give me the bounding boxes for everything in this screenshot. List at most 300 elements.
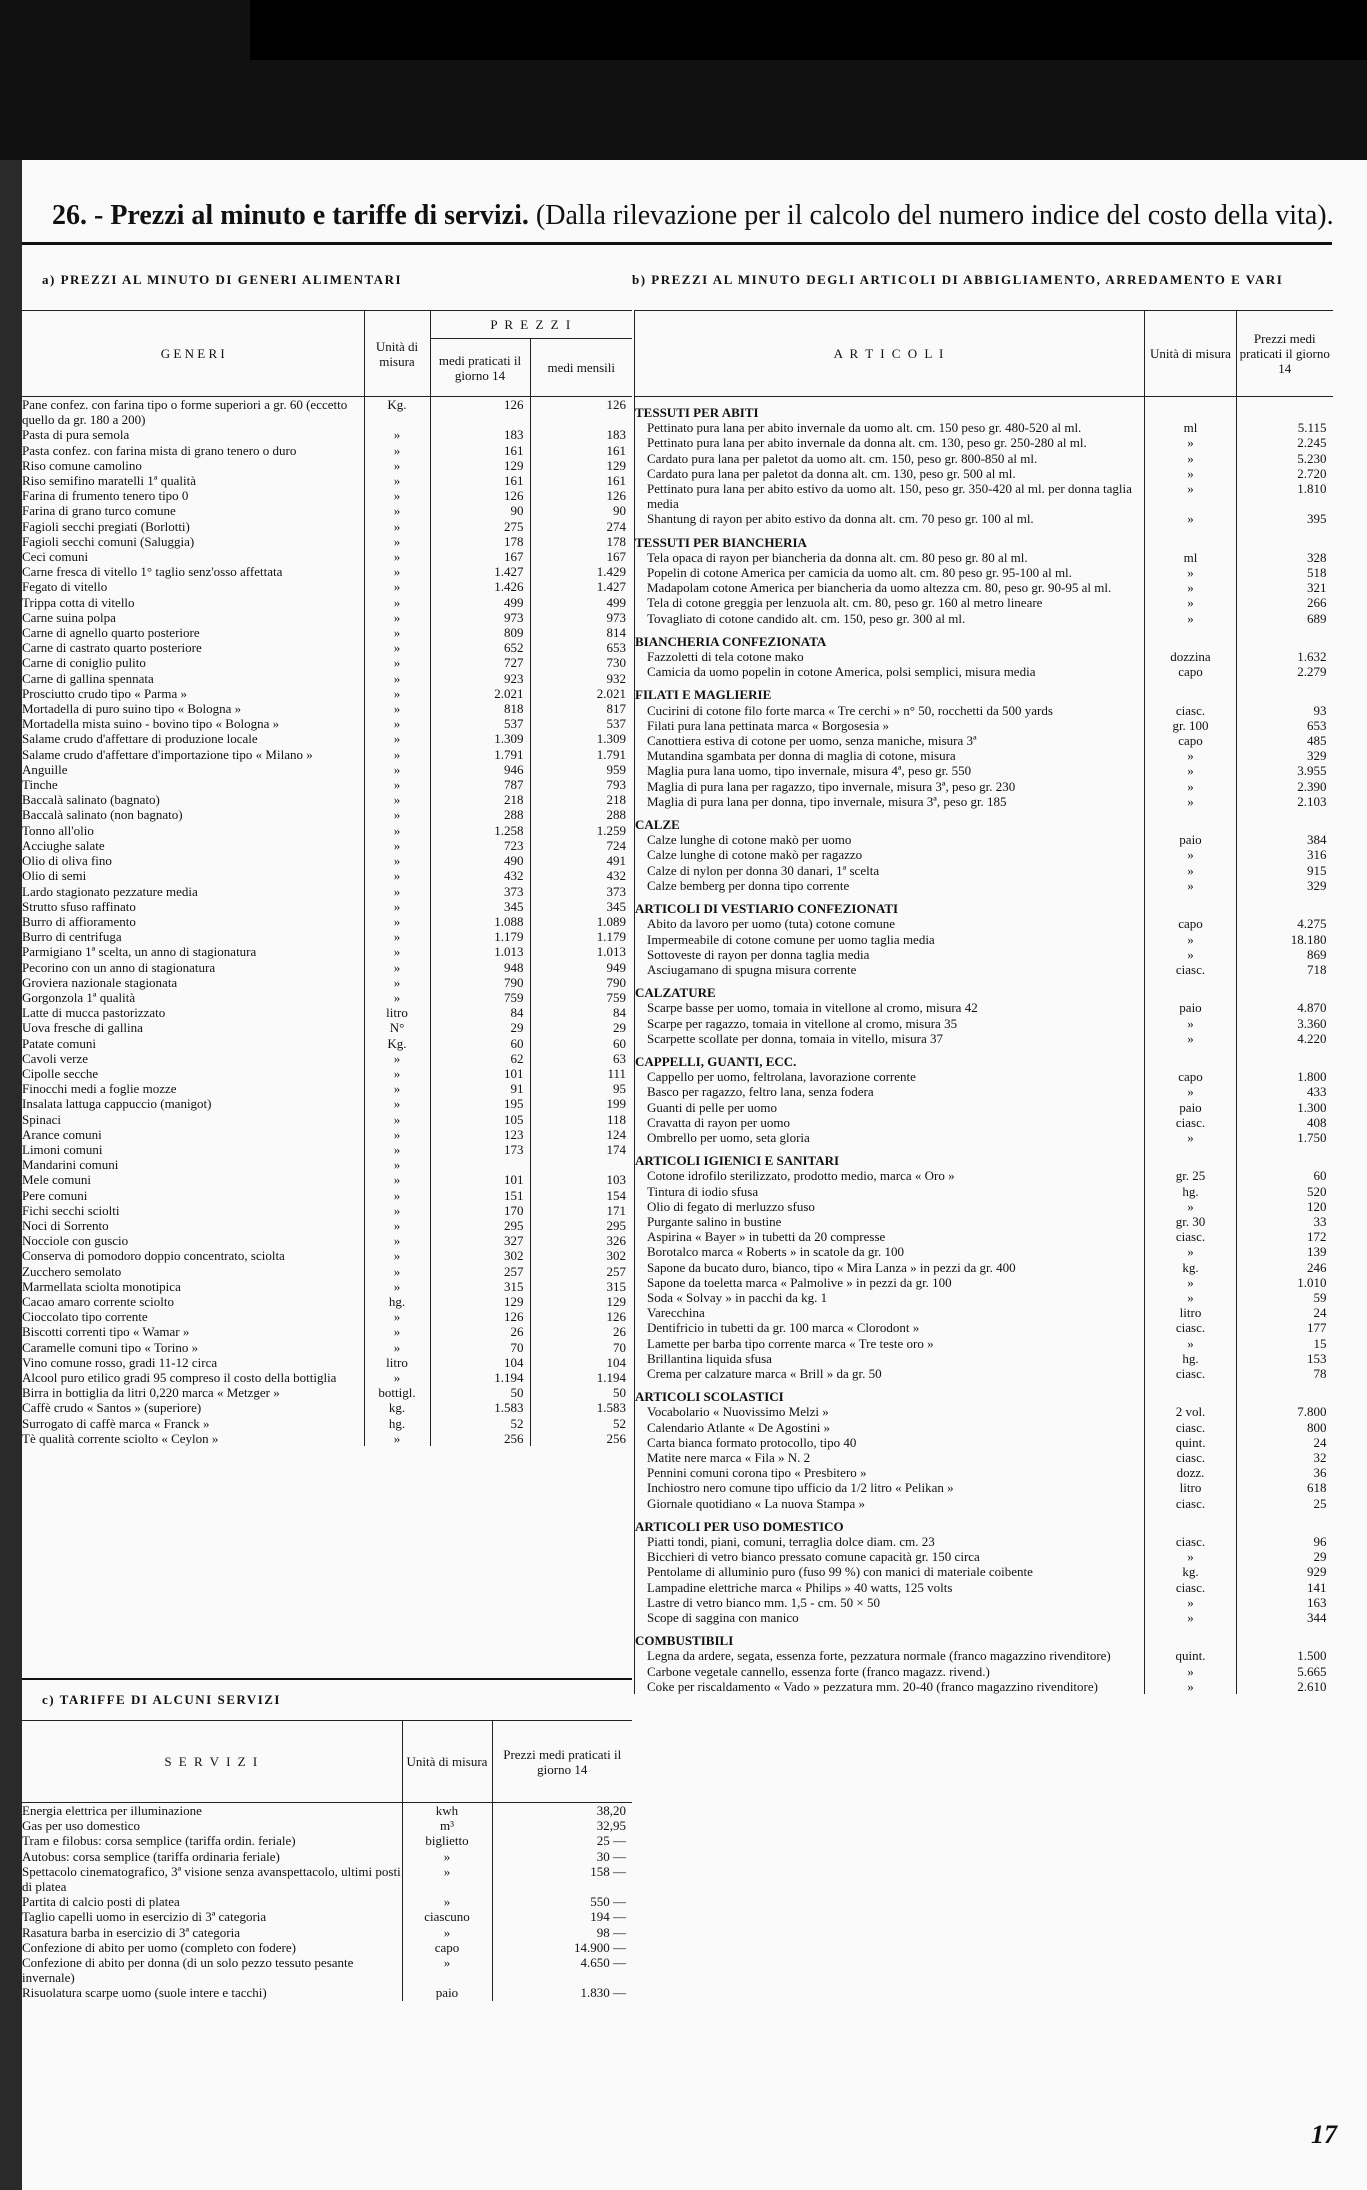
article-name: Tovagliato di cotone candido alt. cm. 150, peso gr. 300 al ml. — [635, 611, 1145, 626]
empty-cell — [1145, 1145, 1237, 1168]
article-unit: hg. — [1145, 1351, 1237, 1366]
food-item-price-monthly: 1.309 — [530, 731, 632, 746]
food-item-price-day14: 183 — [430, 427, 530, 442]
food-item-price-day14: 101 — [430, 1172, 530, 1187]
article-name: Calze bemberg per donna tipo corrente — [635, 878, 1145, 893]
food-item-price-monthly: 1.429 — [530, 564, 632, 579]
category-row — [635, 893, 1333, 916]
food-item-name: Latte di mucca pastorizzato — [22, 1005, 166, 1021]
table-row — [635, 1184, 1333, 1199]
food-item-price-monthly: 432 — [530, 868, 632, 883]
food-item-price-monthly: 126 — [530, 1309, 632, 1324]
service-name: Confezione di abito per uomo (completo con fodere) — [22, 1939, 296, 1955]
food-item-price-monthly: 973 — [530, 610, 632, 625]
article-name: Pentolame di alluminio puro (fuso 99 %) con manici di materiale coibente — [635, 1564, 1145, 1579]
service-price: 14.900 — — [492, 1940, 632, 1955]
article-name: Borotalco marca « Roberts » in scatole da gr. 100 — [635, 1244, 1145, 1259]
article-price: 5.665 — [1237, 1664, 1333, 1679]
service-name: Partita di calcio posti di platea — [22, 1894, 180, 1910]
food-item-price-day14: 170 — [430, 1203, 530, 1218]
food-item-price-day14: 60 — [430, 1036, 530, 1051]
food-item-unit: » — [364, 960, 430, 975]
food-item-name: Limoni comuni — [22, 1141, 103, 1157]
table-row — [22, 1955, 632, 1985]
table-row — [635, 1664, 1333, 1679]
article-unit: » — [1145, 435, 1237, 450]
table-row — [22, 671, 632, 686]
food-item-name: Prosciutto crudo tipo « Parma » — [22, 685, 188, 701]
table-row — [22, 762, 632, 777]
article-price: 33 — [1237, 1214, 1333, 1229]
article-price: 915 — [1237, 863, 1333, 878]
food-item-unit: » — [364, 1188, 430, 1203]
table-row — [22, 1172, 632, 1187]
col-servizi: S E R V I Z I — [22, 1721, 402, 1803]
table-row — [635, 1496, 1333, 1511]
table-row — [635, 763, 1333, 778]
table-row — [22, 1036, 632, 1051]
article-price: 408 — [1237, 1115, 1333, 1130]
article-name: Shantung di rayon per abito estivo da donna alt. cm. 70 peso gr. 100 al ml. — [635, 511, 1145, 526]
food-item-unit: » — [364, 655, 430, 670]
food-item-unit: » — [364, 899, 430, 914]
food-item-price-day14: 652 — [430, 640, 530, 655]
food-item-unit: » — [364, 519, 430, 534]
article-name: Cappello per uomo, feltrolana, lavorazione corrente — [635, 1069, 1145, 1084]
food-item-price-day14: 327 — [430, 1233, 530, 1248]
food-item-price-monthly: 2.021 — [530, 686, 632, 701]
food-item-name: Marmellata sciolta monotipica — [22, 1278, 181, 1294]
food-item-price-day14: 818 — [430, 701, 530, 716]
food-item-price-monthly: 218 — [530, 792, 632, 807]
food-item-name: Acciughe salate — [22, 837, 105, 853]
table-row — [22, 1081, 632, 1096]
article-name: Popelin di cotone America per camicia da uomo alt. cm. 80 peso gr. 95-100 al ml. — [635, 565, 1145, 580]
col-prezzi: P R E Z Z I — [430, 311, 632, 339]
food-item-unit: » — [364, 1203, 430, 1218]
table-row — [22, 534, 632, 549]
empty-cell — [1145, 1381, 1237, 1404]
article-price: 32 — [1237, 1450, 1333, 1465]
article-name: Cravatta di rayon per uomo — [635, 1115, 1145, 1130]
food-item-unit: » — [364, 823, 430, 838]
article-price: 2.103 — [1237, 794, 1333, 809]
food-item-unit: » — [364, 443, 430, 458]
table-row — [22, 960, 632, 975]
article-unit: 2 vol. — [1145, 1404, 1237, 1419]
article-unit: » — [1145, 763, 1237, 778]
food-item-name: Tinche — [22, 777, 58, 793]
food-item-price-day14: 50 — [430, 1385, 530, 1400]
food-item-price-monthly: 118 — [530, 1112, 632, 1127]
service-price: 25 — — [492, 1833, 632, 1848]
food-item-name: Trippa cotta di vitello — [22, 594, 135, 610]
article-unit: gr. 100 — [1145, 718, 1237, 733]
article-name: Varecchina — [635, 1305, 1145, 1320]
empty-cell — [1145, 893, 1237, 916]
article-unit: » — [1145, 1199, 1237, 1214]
food-item-price-monthly: 326 — [530, 1233, 632, 1248]
service-unit: biglietto — [402, 1833, 492, 1848]
article-price: 177 — [1237, 1320, 1333, 1335]
article-price: 2.390 — [1237, 779, 1333, 794]
food-item-price-day14: 1.427 — [430, 564, 530, 579]
food-item-name: Arance comuni — [22, 1126, 102, 1142]
article-name: Bicchieri di vetro bianco pressato comune capacità gr. 150 circa — [635, 1549, 1145, 1564]
table-row — [635, 611, 1333, 626]
food-item-name: Cipolle secche — [22, 1065, 99, 1081]
category-heading: CALZATURE — [635, 977, 1145, 1000]
empty-cell — [1237, 1381, 1333, 1404]
article-unit: ciasc. — [1145, 1420, 1237, 1435]
food-item-price-day14: 101 — [430, 1066, 530, 1081]
food-item-name: Salame crudo d'affettare di produzione locale — [22, 731, 258, 747]
article-unit: » — [1145, 847, 1237, 862]
article-name: Sapone da toeletta marca « Palmolive » in pezzi da gr. 100 — [635, 1275, 1145, 1290]
food-item-price-monthly: 171 — [530, 1203, 632, 1218]
table-row — [22, 1849, 632, 1864]
category-heading: ARTICOLI IGIENICI E SANITARI — [635, 1145, 1145, 1168]
food-item-unit: bottigl. — [364, 1385, 430, 1400]
article-price: 246 — [1237, 1260, 1333, 1275]
food-item-price-monthly: 50 — [530, 1385, 632, 1400]
service-name: Rasatura barba in esercizio di 3ª categoria — [22, 1924, 240, 1940]
food-item-name: Strutto sfuso raffinato — [22, 898, 136, 914]
article-unit: ciasc. — [1145, 1366, 1237, 1381]
article-name: Guanti di pelle per uomo — [635, 1100, 1145, 1115]
table-row — [635, 1016, 1333, 1031]
food-item-name: Gorgonzola 1ª qualità — [22, 989, 136, 1005]
food-item-unit: » — [364, 1157, 430, 1172]
service-price: 194 — — [492, 1909, 632, 1924]
category-heading: ARTICOLI DI VESTIARIO CONFEZIONATI — [635, 893, 1145, 916]
food-item-name: Mortadella di puro suino tipo « Bologna » — [22, 701, 242, 717]
table-row — [635, 565, 1333, 580]
article-unit: gr. 25 — [1145, 1168, 1237, 1183]
food-item-price-monthly: 1.791 — [530, 747, 632, 762]
food-item-name: Fagioli secchi comuni (Saluggia) — [22, 533, 195, 549]
table-row — [635, 1679, 1333, 1694]
food-item-unit: » — [364, 1051, 430, 1066]
article-unit: » — [1145, 1595, 1237, 1610]
left-dark-edge — [0, 160, 22, 2190]
food-item-name: Carne di castrato quarto posteriore — [22, 640, 202, 656]
food-item-unit: » — [364, 503, 430, 518]
food-item-price-monthly: 653 — [530, 640, 632, 655]
article-price: 3.955 — [1237, 763, 1333, 778]
food-item-name: Cavoli verze — [22, 1050, 89, 1066]
article-price: 4.220 — [1237, 1031, 1333, 1046]
food-item-price-monthly: 256 — [530, 1431, 632, 1446]
food-item-name: Mele comuni — [22, 1172, 91, 1188]
food-item-price-day14: 1.013 — [430, 944, 530, 959]
table-row — [635, 832, 1333, 847]
food-item-name: Fegato di vitello — [22, 579, 108, 595]
article-name: Carbone vegetale cannello, essenza forte (franco magazz. rivend.) — [635, 1664, 1145, 1679]
article-price: 618 — [1237, 1480, 1333, 1495]
article-price: 653 — [1237, 718, 1333, 733]
article-unit: » — [1145, 481, 1237, 511]
article-price: 316 — [1237, 847, 1333, 862]
table-row — [22, 853, 632, 868]
food-item-unit: Kg. — [364, 397, 430, 428]
table-row — [635, 1214, 1333, 1229]
article-unit: » — [1145, 748, 1237, 763]
food-item-name: Vino comune rosso, gradi 11-12 circa — [22, 1354, 218, 1370]
food-item-price-monthly: 295 — [530, 1218, 632, 1233]
article-price: 2.245 — [1237, 435, 1333, 450]
table-row — [22, 686, 632, 701]
table-row — [635, 420, 1333, 435]
food-item-unit: » — [364, 1081, 430, 1096]
article-name: Giornale quotidiano « La nuova Stampa » — [635, 1496, 1145, 1511]
article-price: 3.360 — [1237, 1016, 1333, 1031]
service-name: Spettacolo cinematografico, 3ª visione senza avanspettacolo, ultimi posti di platea — [22, 1863, 401, 1895]
article-name: Crema per calzature marca « Brill » da gr. 50 — [635, 1366, 1145, 1381]
service-price: 550 — — [492, 1894, 632, 1909]
food-item-price-monthly: 26 — [530, 1324, 632, 1339]
food-item-unit: » — [364, 838, 430, 853]
food-item-name: Zucchero semolato — [22, 1263, 122, 1279]
food-item-price-monthly: 814 — [530, 625, 632, 640]
food-item-price-day14: 173 — [430, 1142, 530, 1157]
col-prezzi-b: Prezzi medi praticati il giorno 14 — [1237, 311, 1333, 397]
article-unit: ciasc. — [1145, 1229, 1237, 1244]
article-unit: quint. — [1145, 1648, 1237, 1663]
table-row — [635, 451, 1333, 466]
table-row — [22, 1803, 632, 1819]
food-item-price-day14: 923 — [430, 671, 530, 686]
service-name: Confezione di abito per donna (di un solo pezzo tessuto pesante invernale) — [22, 1955, 354, 1986]
empty-cell — [1237, 1145, 1333, 1168]
article-price: 384 — [1237, 832, 1333, 847]
food-item-name: Caffè crudo « Santos » (superiore) — [22, 1400, 202, 1416]
table-row — [635, 649, 1333, 664]
article-price: 78 — [1237, 1366, 1333, 1381]
empty-cell — [1145, 527, 1237, 550]
food-item-name: Nocciole con guscio — [22, 1233, 129, 1249]
article-price: 1.500 — [1237, 1648, 1333, 1663]
article-unit: paio — [1145, 832, 1237, 847]
table-row — [635, 703, 1333, 718]
table-row — [22, 701, 632, 716]
table-row — [635, 932, 1333, 947]
service-unit: » — [402, 1864, 492, 1894]
food-item-unit: » — [364, 701, 430, 716]
food-item-price-day14: 432 — [430, 868, 530, 883]
food-item-price-monthly: 126 — [530, 397, 632, 428]
food-item-name: Surrogato di caffè marca « Franck » — [22, 1415, 210, 1431]
article-name: Mutandina sgambata per donna di maglia di cotone, misura — [635, 748, 1145, 763]
article-price: 1.300 — [1237, 1100, 1333, 1115]
table-row — [22, 1233, 632, 1248]
article-unit: » — [1145, 1336, 1237, 1351]
table-row — [22, 1005, 632, 1020]
table-row — [635, 794, 1333, 809]
food-item-name: Carne suina polpa — [22, 609, 116, 625]
article-price: 25 — [1237, 1496, 1333, 1511]
article-name: Tintura di iodio sfusa — [635, 1184, 1145, 1199]
section-c-rule — [22, 1678, 632, 1680]
food-item-unit: » — [364, 686, 430, 701]
food-item-price-day14: 302 — [430, 1248, 530, 1263]
food-item-price-day14: 490 — [430, 853, 530, 868]
empty-cell — [1237, 809, 1333, 832]
food-item-unit: litro — [364, 1355, 430, 1370]
table-row — [635, 1115, 1333, 1130]
food-item-price-monthly: 537 — [530, 716, 632, 731]
article-name: Pennini comuni corona tipo « Presbitero » — [635, 1465, 1145, 1480]
food-item-unit: » — [364, 868, 430, 883]
article-price: 869 — [1237, 947, 1333, 962]
table-row — [22, 1370, 632, 1385]
empty-cell — [1145, 1511, 1237, 1534]
category-row — [635, 1145, 1333, 1168]
table-row — [22, 1188, 632, 1203]
article-price: 344 — [1237, 1610, 1333, 1625]
table-row — [635, 916, 1333, 931]
article-price: 4.870 — [1237, 1000, 1333, 1015]
service-price: 38,20 — [492, 1803, 632, 1819]
article-name: Cucirini di cotone filo forte marca « Tre cerchi » n° 50, rocchetti da 500 yards — [635, 703, 1145, 718]
table-row — [22, 1157, 632, 1172]
table-row — [635, 1260, 1333, 1275]
food-item-name: Birra in bottiglia da litri 0,220 marca « Metzger » — [22, 1385, 280, 1401]
food-item-unit: » — [364, 777, 430, 792]
service-name: Autobus: corsa semplice (tariffa ordinaria feriale) — [22, 1848, 280, 1864]
article-unit: » — [1145, 1549, 1237, 1564]
empty-cell — [1237, 527, 1333, 550]
category-row — [635, 809, 1333, 832]
food-item-price-day14: 288 — [430, 807, 530, 822]
food-item-name: Olio di semi — [22, 868, 87, 884]
article-name: Calze di nylon per donna 30 danari, 1ª scelta — [635, 863, 1145, 878]
category-row — [635, 1046, 1333, 1069]
food-item-unit: » — [364, 990, 430, 1005]
food-item-price-day14: 1.791 — [430, 747, 530, 762]
table-row — [635, 1450, 1333, 1465]
food-item-price-day14: 84 — [430, 1005, 530, 1020]
table-row — [635, 1084, 1333, 1099]
article-name: Legna da ardere, segata, essenza forte, pezzatura normale (franco magazzino rivenditore) — [635, 1648, 1145, 1663]
food-item-name: Alcool puro etilico gradi 95 compreso il costo della bottiglia — [22, 1370, 337, 1385]
service-price: 32,95 — [492, 1818, 632, 1833]
table-row — [635, 1351, 1333, 1366]
food-item-unit: » — [364, 1309, 430, 1324]
article-name: Impermeabile di cotone comune per uomo taglia media — [635, 932, 1145, 947]
service-unit: » — [402, 1894, 492, 1909]
table-row — [22, 1416, 632, 1431]
article-price: 141 — [1237, 1580, 1333, 1595]
article-name: Coke per riscaldamento « Vado » pezzatura mm. 20-40 (franco magazzino rivenditore) — [635, 1679, 1145, 1694]
table-row — [22, 990, 632, 1005]
table-row — [635, 962, 1333, 977]
article-price: 2.720 — [1237, 466, 1333, 481]
food-item-unit: Kg. — [364, 1036, 430, 1051]
food-item-price-day14: 126 — [430, 488, 530, 503]
article-name: Calze lunghe di cotone makò per ragazzo — [635, 847, 1145, 862]
food-item-name: Mandarini comuni — [22, 1157, 119, 1173]
food-item-name: Carne di agnello quarto posteriore — [22, 625, 200, 641]
table-row — [635, 595, 1333, 610]
food-item-unit: » — [364, 1142, 430, 1157]
table-row — [635, 863, 1333, 878]
food-prices-table — [22, 310, 632, 1446]
food-item-price-monthly: 759 — [530, 990, 632, 1005]
service-unit: » — [402, 1849, 492, 1864]
article-name: Dentifricio in tubetti da gr. 100 marca « Clorodont » — [635, 1320, 1145, 1335]
category-heading: TESSUTI PER BIANCHERIA — [635, 527, 1145, 550]
food-item-unit: » — [364, 458, 430, 473]
food-item-price-day14: 123 — [430, 1127, 530, 1142]
food-item-unit: » — [364, 1233, 430, 1248]
table-row — [635, 1435, 1333, 1450]
empty-cell — [1237, 893, 1333, 916]
food-item-price-monthly: 95 — [530, 1081, 632, 1096]
table-row — [22, 564, 632, 579]
service-name: Gas per uso domestico — [22, 1818, 141, 1834]
article-price: 485 — [1237, 733, 1333, 748]
food-item-name: Tè qualità corrente sciolto « Ceylon » — [22, 1430, 219, 1446]
table-row — [22, 655, 632, 670]
article-name: Brillantina liquida sfusa — [635, 1351, 1145, 1366]
category-row — [635, 1511, 1333, 1534]
food-item-name: Anguille — [22, 761, 68, 777]
food-item-name: Uova fresche di gallina — [22, 1020, 143, 1036]
article-unit: litro — [1145, 1305, 1237, 1320]
category-row — [635, 1381, 1333, 1404]
empty-cell — [1237, 977, 1333, 1000]
article-price: 689 — [1237, 611, 1333, 626]
food-item-unit: » — [364, 792, 430, 807]
table-row — [635, 511, 1333, 526]
article-name: Scarpe per ragazzo, tomaia in vitellone al cromo, misura 35 — [635, 1016, 1145, 1031]
food-item-price-day14: 161 — [430, 473, 530, 488]
table-row — [22, 1818, 632, 1833]
category-heading: ARTICOLI PER USO DOMESTICO — [635, 1511, 1145, 1534]
food-item-price-monthly: 161 — [530, 443, 632, 458]
article-unit: ml — [1145, 550, 1237, 565]
article-unit: » — [1145, 878, 1237, 893]
food-item-name: Baccalà salinato (non bagnato) — [22, 807, 183, 823]
table-row — [635, 1290, 1333, 1305]
food-item-unit: » — [364, 610, 430, 625]
food-item-price-monthly: 793 — [530, 777, 632, 792]
table-row — [22, 777, 632, 792]
table-row — [22, 397, 632, 428]
article-name: Calze lunghe di cotone makò per uomo — [635, 832, 1145, 847]
table-row — [635, 1534, 1333, 1549]
food-item-name: Mortadella mista suino - bovino tipo « Bologna » — [22, 716, 280, 732]
food-item-price-monthly: 29 — [530, 1020, 632, 1035]
food-item-price-monthly: 932 — [530, 671, 632, 686]
food-item-unit: » — [364, 1218, 430, 1233]
food-item-price-day14: 256 — [430, 1431, 530, 1446]
table-row — [635, 466, 1333, 481]
empty-cell — [1145, 626, 1237, 649]
food-item-name: Conserva di pomodoro doppio concentrato, sciolta — [22, 1248, 285, 1264]
article-name: Maglia di pura lana per donna, tipo invernale, misura 3ª, peso gr. 185 — [635, 794, 1145, 809]
food-item-price-monthly: 199 — [530, 1096, 632, 1111]
food-item-name: Carne di coniglio pulito — [22, 655, 146, 671]
table-row — [635, 1199, 1333, 1214]
food-item-price-day14: 126 — [430, 1309, 530, 1324]
article-name: Canottiera estiva di cotone per uomo, senza maniche, misura 3ª — [635, 733, 1145, 748]
article-price: 172 — [1237, 1229, 1333, 1244]
article-price: 24 — [1237, 1305, 1333, 1320]
article-unit: » — [1145, 947, 1237, 962]
food-item-unit: » — [364, 1127, 430, 1142]
